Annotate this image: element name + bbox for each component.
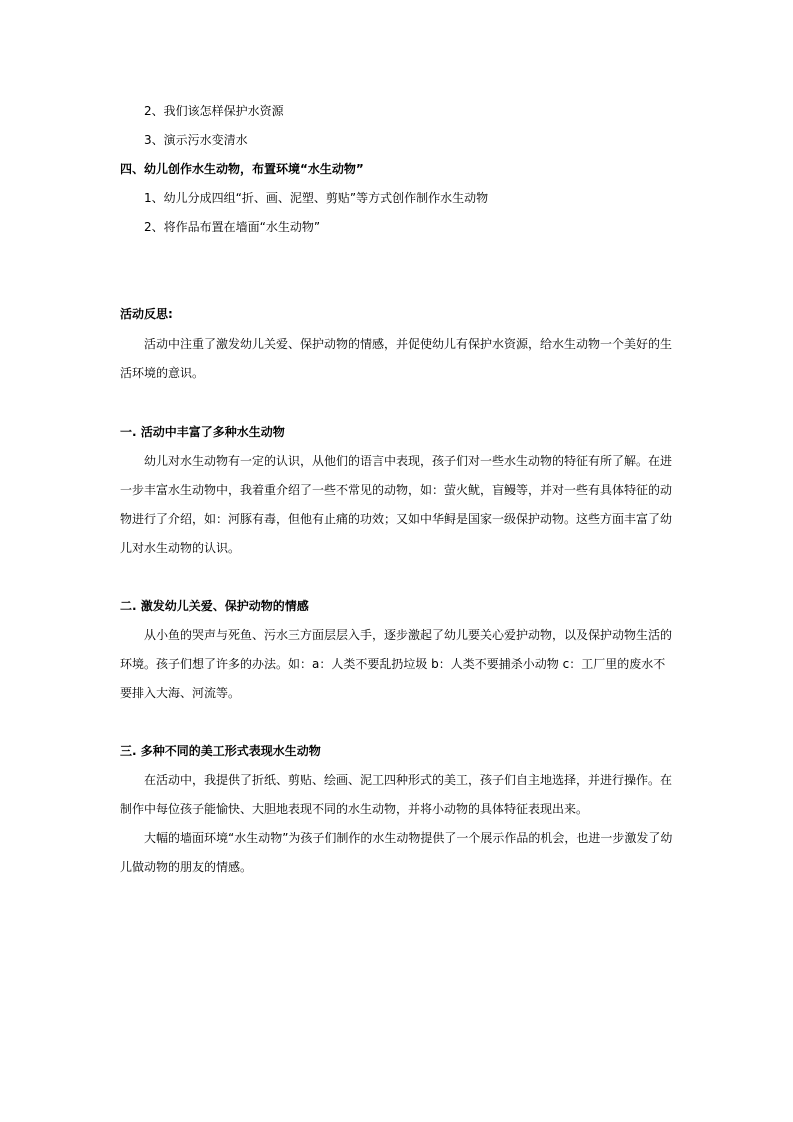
section-heading: 四、幼儿创作水生动物，布置环境“水生动物” [120,162,364,176]
paragraph-line: 制作中每位孩子能愉快、大胆地表现不同的水生动物，并将小动物的具体特征表现出来。 [120,802,589,816]
paragraph-line: 活动中注重了激发幼儿关爱、保护动物的情感，并促使幼儿有保护水资源，给水生动物一个美好的生 [144,337,673,351]
paragraph-line: 从小鱼的哭声与死鱼、污水三方面层层入手，逐步激起了幼儿要关心爱护动物，以及保护动物生活的 [144,628,673,642]
list-item: 2、我们该怎样保护水资源 [144,104,284,118]
paragraph-line: 儿做动物的朋友的情感。 [120,860,253,874]
paragraph-line: 物进行了介绍，如：河豚有毒，但他有止痛的功效；又如中华鲟是国家一级保护动物。这些方面丰富了幼 [120,512,673,526]
paragraph-line: 活环境的意识。 [120,366,205,380]
paragraph-line: 幼儿对水生动物有一定的认识，从他们的语言中表现，孩子们对一些水生动物的特征有所了解。在进 [144,454,673,468]
section-heading: 一. 活动中丰富了多种水生动物 [120,425,285,439]
paragraph-line: 在活动中，我提供了折纸、剪贴、绘画、泥工四种形式的美工，孩子们自主地选择，并进行操作。在 [144,773,673,787]
list-item: 1、幼儿分成四组“折、画、泥塑、剪贴”等方式创作制作水生动物 [144,191,489,205]
paragraph-line: 儿对水生动物的认识。 [120,541,241,555]
paragraph-line: 一步丰富水生动物中，我着重介绍了一些不常见的动物，如：萤火鱿，盲鳗等，并对一些有具体特征的动 [120,483,673,497]
paragraph-line: 环境。孩子们想了许多的办法。如：a：人类不要乱扔垃圾 b：人类不要捕杀小动物 c：工厂里的废水不 [120,657,666,671]
section-heading: 二. 激发幼儿关爱、保护动物的情感 [120,599,309,613]
list-item: 3、演示污水变清水 [144,133,248,147]
section-heading: 三. 多种不同的美工形式表现水生动物 [120,744,321,758]
paragraph-line: 大幅的墙面环境“水生动物”为孩子们制作的水生动物提供了一个展示作品的机会，也进一步激发了幼 [144,831,673,845]
reflection-heading: 活动反思: [120,307,173,321]
list-item: 2、将作品布置在墙面“水生动物” [144,220,321,234]
paragraph-line: 要排入大海、河流等。 [120,686,241,700]
